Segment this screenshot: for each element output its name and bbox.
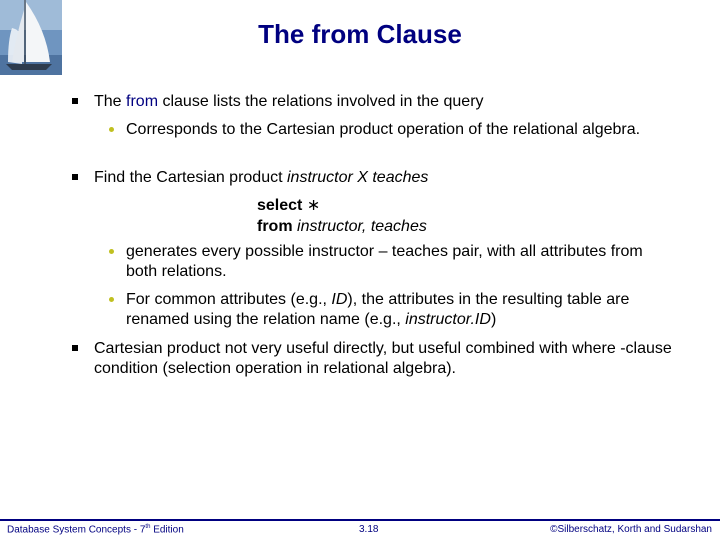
sql-code	[257, 195, 427, 237]
bullet-2-pre: Find the Cartesian product	[94, 169, 287, 186]
footer-left-text: Database System Concepts - 7	[7, 524, 146, 536]
bullet-square-icon	[72, 98, 78, 104]
bullet-1-sub: Corresponds to the Cartesian product operation of the relational algebra.	[126, 121, 641, 138]
bullet-2	[94, 168, 428, 188]
footer-right: ©Silberschatz, Korth and Sudarshan	[550, 524, 712, 535]
bullet-2-sub-1: generates every possible instructor – teaches pair, with all attributes from both relations.	[126, 243, 643, 280]
bullet-square-icon	[72, 345, 78, 351]
sub2-part-d: instructor.ID	[405, 311, 491, 328]
bullet-1-pre: The	[94, 93, 127, 110]
code-select-rest: ∗	[302, 197, 321, 214]
code-from-kw: from	[257, 218, 293, 235]
slide-title: The from Clause	[258, 19, 462, 49]
bullet-1-post: clause lists the relations involved in the query	[158, 93, 484, 110]
footer-divider	[0, 519, 720, 521]
bullet-3: Cartesian product not very useful directly, but useful combined with where -clause condition (selection operation in relational algebra).	[94, 340, 672, 377]
sub2-part-b: ID	[331, 291, 348, 308]
bullet-1	[94, 92, 484, 112]
bullet-2-sub-2	[126, 290, 656, 330]
bullet-square-icon	[72, 174, 78, 180]
code-line-1	[257, 195, 427, 216]
footer-page-number: 3.18	[359, 524, 379, 535]
bullet-dot-icon	[109, 127, 114, 132]
sub2-part-a: For common attributes (e.g.,	[126, 291, 332, 308]
bullet-dot-icon	[109, 249, 114, 254]
code-line-2	[257, 216, 427, 237]
sub2-part-c: ), the attributes in the resulting table are renamed using the relation name (e.g.,	[126, 291, 630, 328]
sub2-part-e: )	[490, 311, 497, 328]
footer-left-end: Edition	[150, 524, 184, 536]
footer-left-sup: th	[145, 524, 151, 530]
code-select-kw: select	[257, 197, 303, 214]
bullet-dot-icon	[109, 297, 114, 302]
keyword-from: from	[126, 93, 159, 110]
code-from-rest: instructor, teaches	[292, 218, 427, 235]
footer-left	[7, 524, 184, 535]
bullet-2-em: instructor X teaches	[287, 169, 429, 186]
